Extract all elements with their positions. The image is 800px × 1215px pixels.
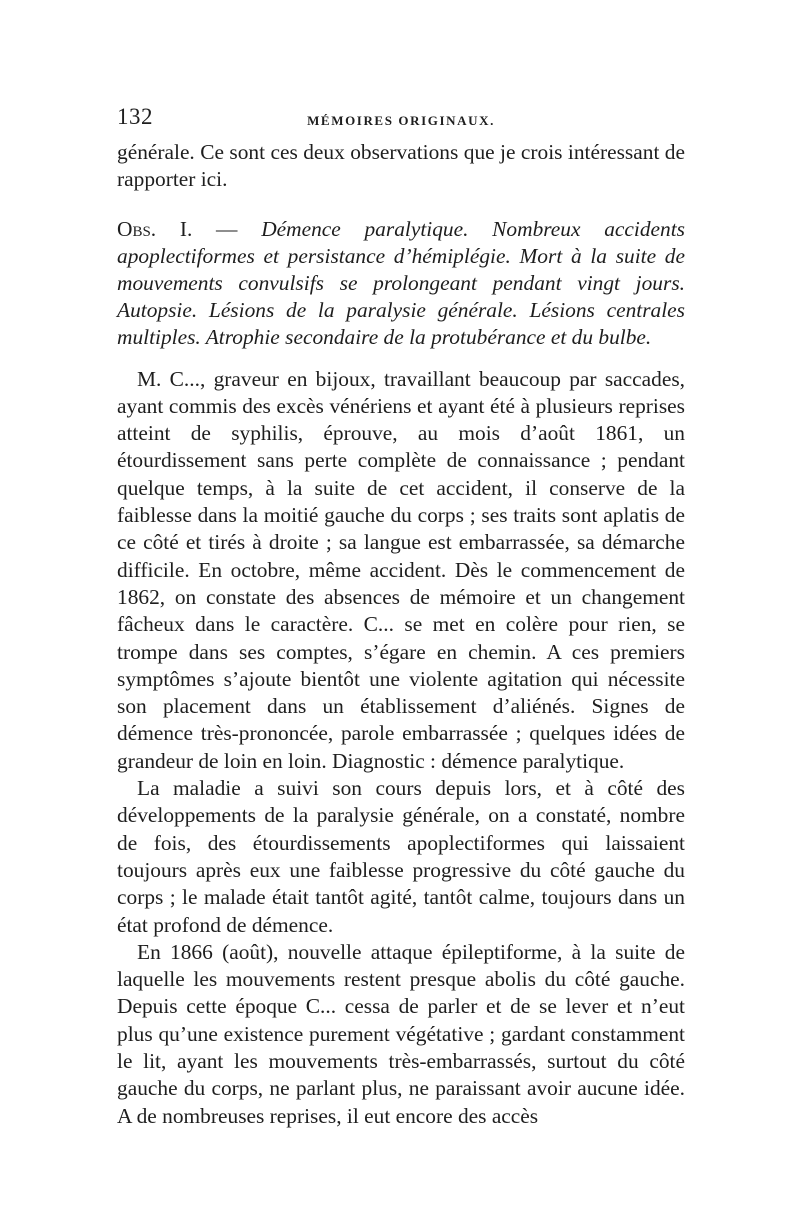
paragraph-case-history: M. C..., graveur en bijoux, travaillant beaucoup par saccades, ayant commis des excès vénériens et ayant été à plusieurs reprises atteint de syphilis, éprouve, au mois d’août 1861, un étourdissement sans perte complète de connaissance ; pendant quelque temps, à la suite de cet accident, il conserve de la faiblesse dans la moitié gauche du corps ; ses traits sont aplatis de ce côté et tirés à droite ; sa langue est embarrassée, sa démarche difficile. En octobre, même accident. Dès le commencement de 1862, on constate des absences de mémoire et un changement fâcheux dans le caractère. C... se met en colère pour rien, se trompe dans ses comptes, s’égare en chemin. A ces premiers symptômes s’ajoute bientôt une violente agitation qui nécessite son placement dans un établissement d’aliénés. Signes de démence très-prononcée, parole embarrassée ; quelques idées de grandeur de loin en loin. Diagnostic : démence paralytique. — [117, 366, 685, 773]
opening-paragraph: générale. Ce sont ces deux observations que je crois intéressant de rapporter ici. — [117, 140, 685, 192]
paragraph-course: La maladie a suivi son cours depuis lors, et à côté des développements de la paralysie générale, on a constaté, nombre de fois, des étourdissements apoplectiformes qui laissaient toujours après eux une faiblesse progressive du côté gauche du corps ; le malade était tantôt agité, tantôt calme, toujours dans un état profond de démence. — [117, 776, 685, 937]
paragraph-1866: En 1866 (août), nouvelle attaque épileptiforme, à la suite de laquelle les mouvements restent presque abolis du côté gauche. Depuis cette époque C... cessa de parler et de se lever et n’eut plus qu’une existence purement végétative ; gardant constamment le lit, ayant les mouvements très-embarrassés, surtout du côté gauche du corps, ne parlant plus, ne paraissant avoir aucune idée. A de nombreuses reprises, il eut encore des accès — [117, 939, 685, 1128]
body-text — [117, 139, 685, 1130]
observation-label: Obs. I. — — [117, 216, 238, 241]
page-number: 132 — [117, 104, 153, 129]
observation-heading — [117, 216, 685, 351]
running-title: MÉMOIRES ORIGINAUX. — [307, 113, 495, 128]
observation-summary: Démence paralytique. Nombreux accidents apoplectiformes et persistance d’hémiplégie. Mort à la suite de mouvements convulsifs se prolongeant pendant vingt jours. Autopsie. Lésions de la paralysie générale. Lésions centrales multiples. Atrophie secondaire de la protubérance et du bulbe. — [117, 216, 685, 349]
page-header — [117, 104, 685, 134]
